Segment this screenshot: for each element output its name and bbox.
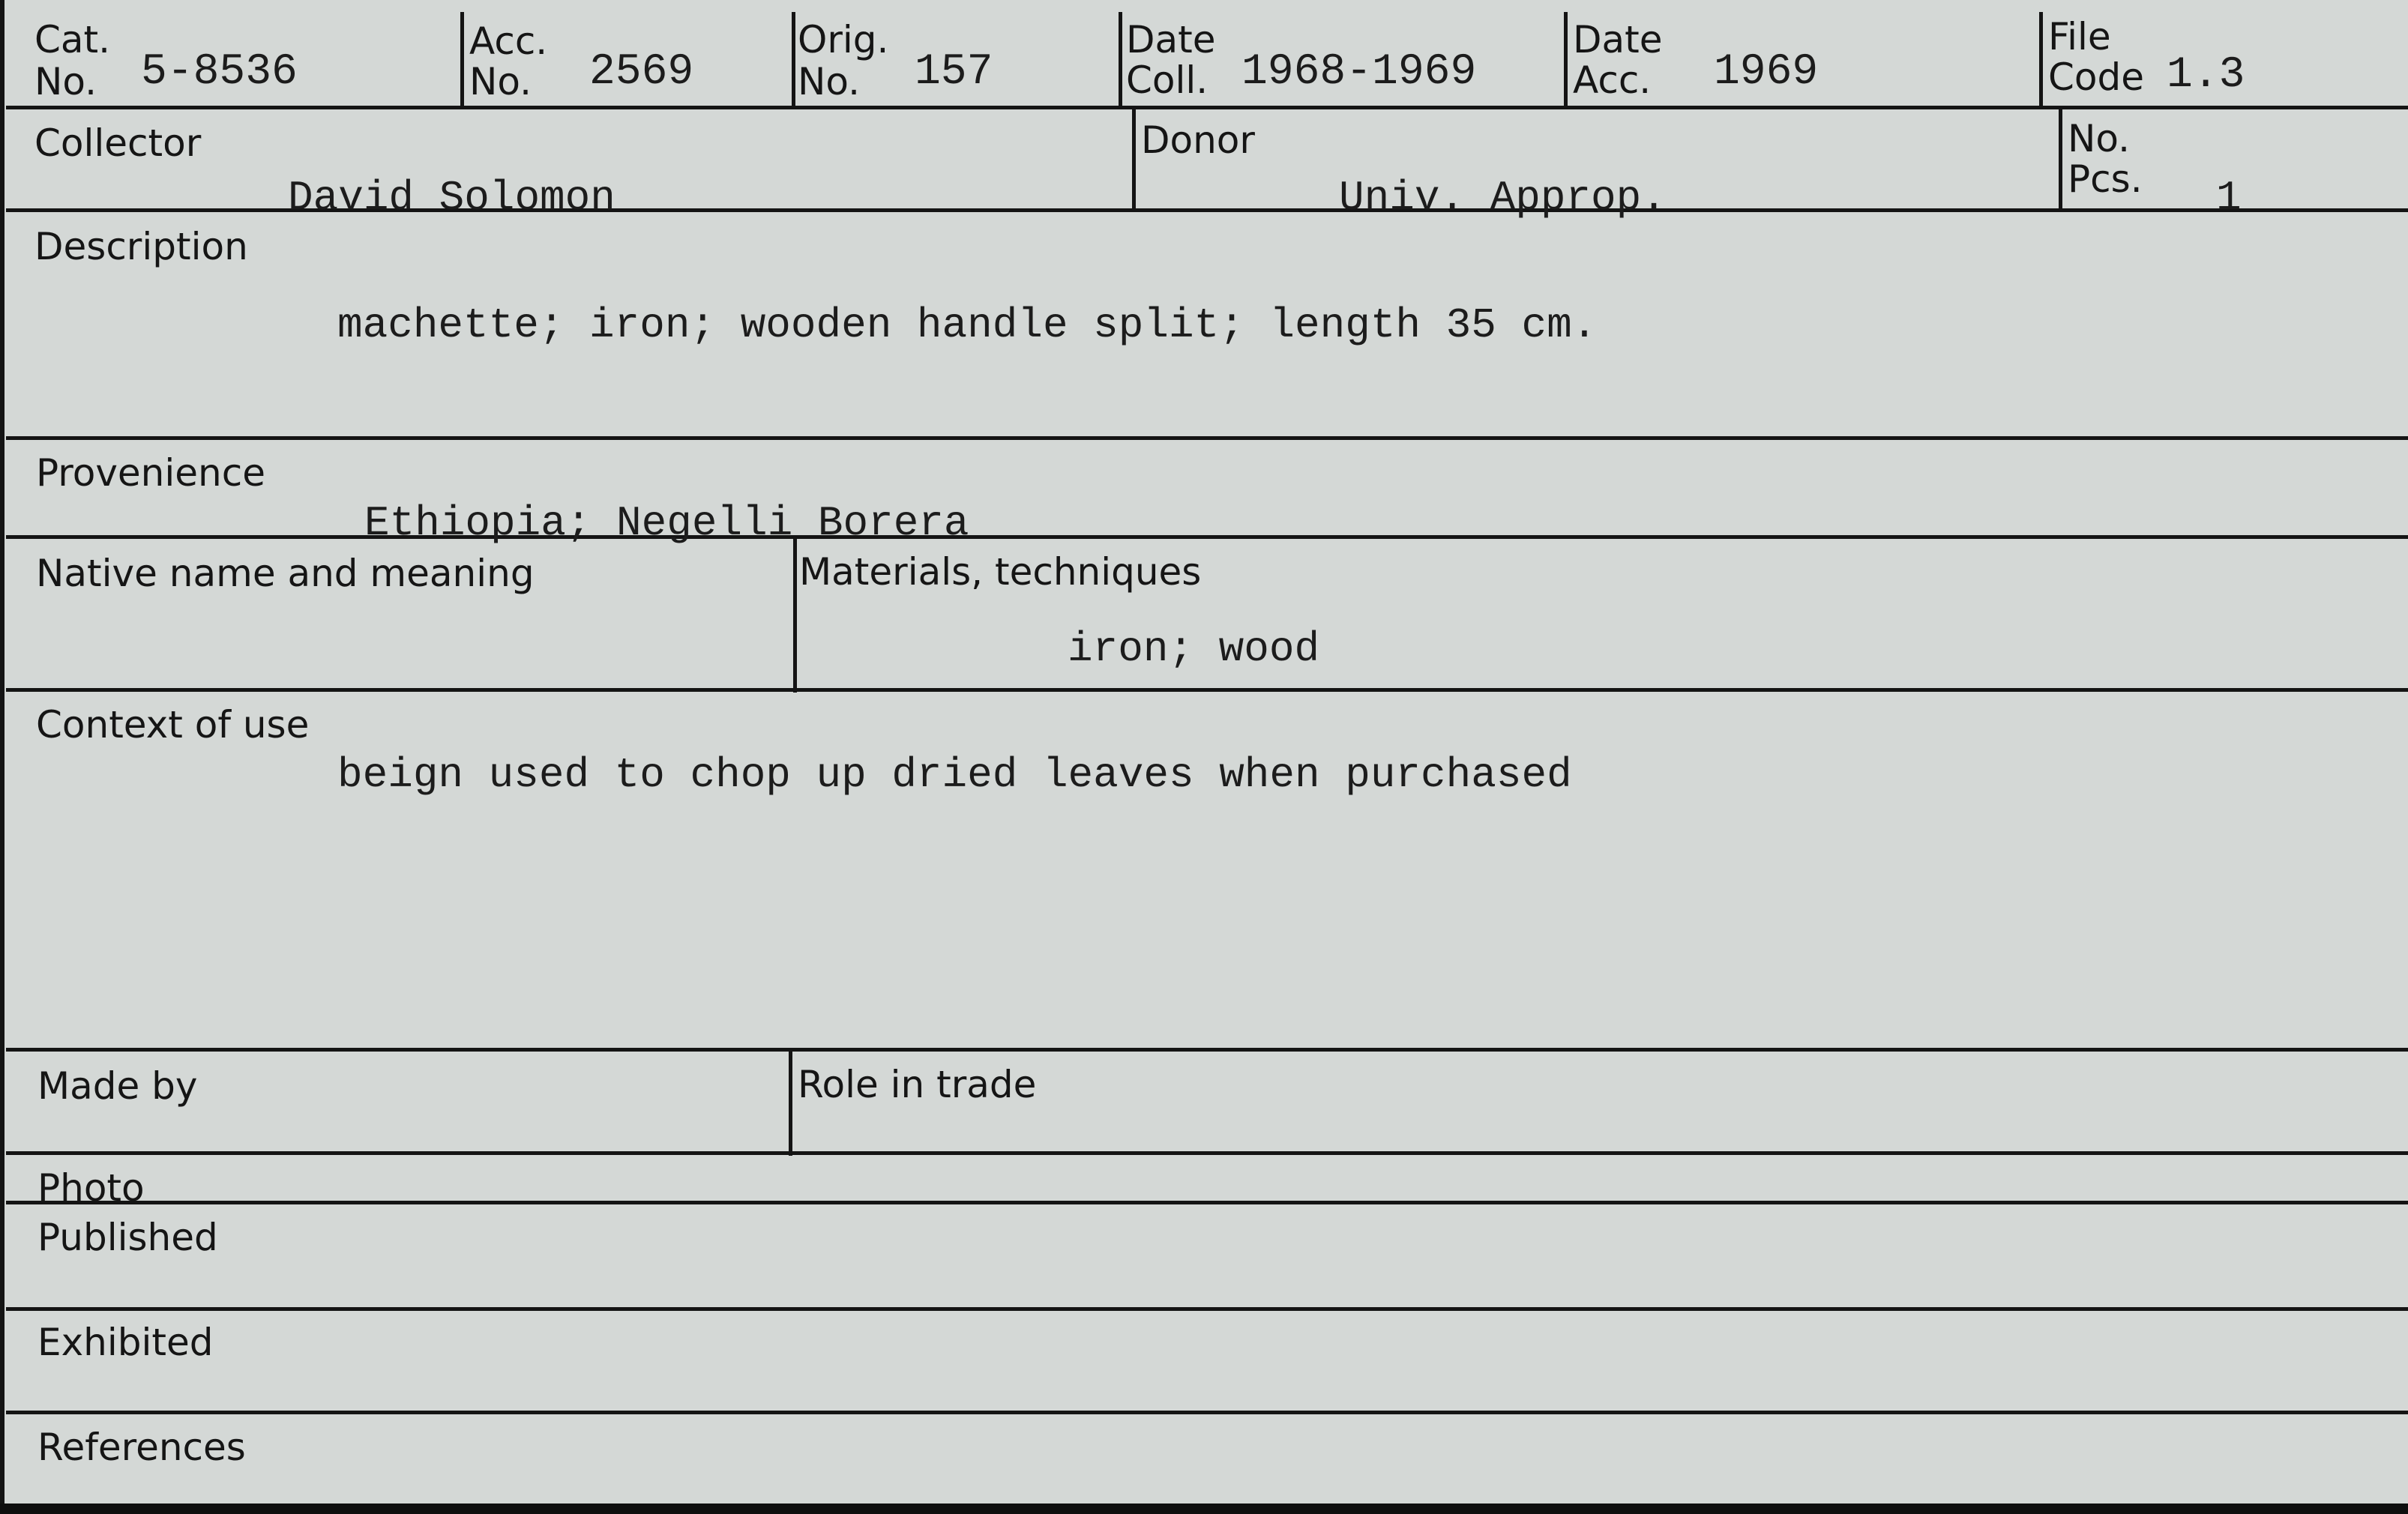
header-divider-3 — [1119, 12, 1122, 108]
collector-value: David Solomon — [288, 174, 615, 222]
context-label: Context of use — [36, 703, 310, 747]
collector-donor-divider — [1132, 108, 1136, 210]
made-by-label: Made by — [37, 1064, 198, 1108]
photo-label: Photo — [37, 1166, 145, 1210]
photo-bottom-rule — [6, 1201, 2408, 1204]
date-collected: 1968-1969 — [1241, 48, 1477, 97]
date-accessioned: 1969 — [1714, 48, 1819, 97]
published-bottom-rule — [6, 1307, 2408, 1311]
date-acc-label-top: Date — [1573, 18, 1663, 61]
donor-value: Univ. Approp. — [1339, 174, 1667, 222]
pieces-label-top: No. — [2068, 117, 2131, 160]
references-label: References — [37, 1426, 246, 1469]
cat-number: 5-8536 — [141, 48, 298, 97]
context-bottom-rule — [6, 1048, 2408, 1052]
orig-number: 157 — [915, 48, 993, 97]
header-divider-2 — [792, 12, 795, 108]
description-label: Description — [34, 225, 248, 268]
acc-label-top: Acc. — [469, 19, 548, 63]
card-bottom-edge — [0, 1504, 2408, 1514]
orig-label-bottom: No. — [798, 60, 861, 103]
pieces-count: 1 — [2216, 174, 2242, 222]
role-in-trade-label: Role in trade — [798, 1063, 1037, 1106]
madeby-role-divider — [789, 1049, 792, 1156]
materials-label: Materials, techniques — [799, 550, 1202, 594]
header-divider-4 — [1564, 12, 1568, 108]
provenience-value: Ethiopia; Negelli Borera — [364, 499, 969, 547]
header-bottom-rule — [6, 106, 2408, 109]
published-label: Published — [37, 1216, 218, 1259]
materials-value: iron; wood — [1068, 625, 1320, 673]
madeby-bottom-rule — [6, 1151, 2408, 1155]
exhibited-label: Exhibited — [37, 1321, 214, 1364]
description-bottom-rule — [6, 436, 2408, 440]
pieces-label-bottom: Pcs. — [2068, 157, 2143, 201]
card-left-border — [0, 0, 4, 1504]
date-coll-label-top: Date — [1126, 18, 1216, 61]
native-materials-divider — [793, 537, 797, 693]
context-value: beign used to chop up dried leaves when purchased — [337, 751, 1572, 799]
exhibited-bottom-rule — [6, 1411, 2408, 1414]
donor-label: Donor — [1141, 118, 1255, 162]
acc-number: 2569 — [589, 48, 694, 97]
collector-label: Collector — [34, 121, 202, 165]
acc-label-bottom: No. — [469, 60, 532, 103]
date-coll-label-bottom: Coll. — [1126, 58, 1208, 102]
date-acc-label-bottom: Acc. — [1573, 58, 1652, 102]
orig-label-top: Orig. — [798, 18, 889, 61]
file-label-top: File — [2048, 15, 2111, 58]
file-code: 1.3 — [2167, 51, 2245, 100]
description-value: machette; iron; wooden handle split; length 35 cm. — [337, 301, 1598, 349]
native-materials-bottom-rule — [6, 688, 2408, 692]
header-divider-1 — [460, 12, 464, 108]
provenience-label: Provenience — [36, 451, 265, 495]
file-label-bottom: Code — [2048, 55, 2145, 99]
cat-label-bottom: No. — [34, 60, 97, 103]
cat-label-top: Cat. — [34, 18, 111, 61]
header-divider-5 — [2039, 12, 2043, 108]
donor-pieces-divider — [2059, 108, 2062, 210]
native-name-label: Native name and meaning — [36, 552, 535, 595]
